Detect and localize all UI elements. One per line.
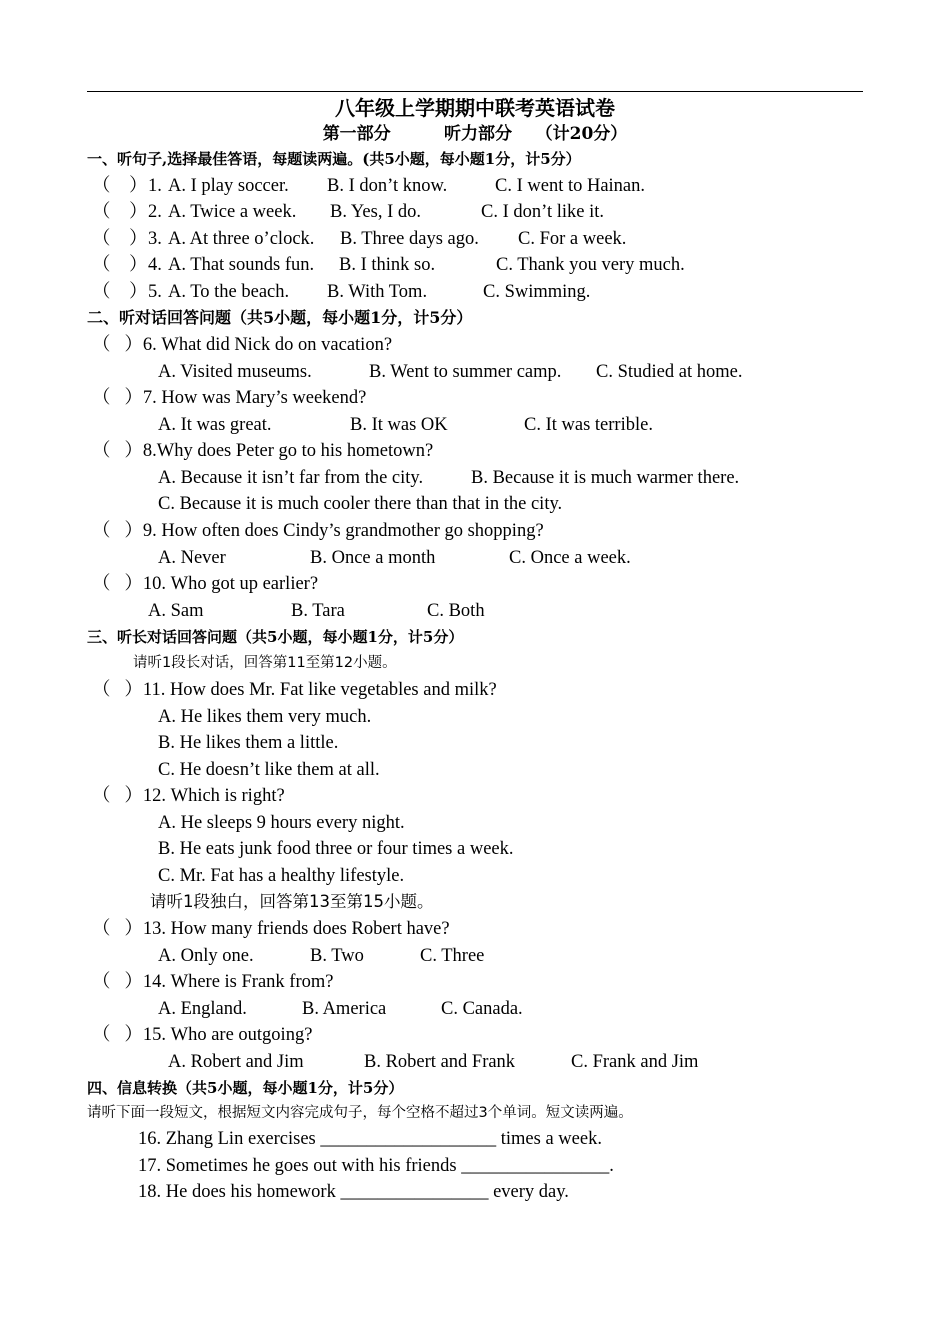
section-3-heading: 三、听长对话回答问题（共5小题，每小题1分，计5分） [87,628,464,646]
section-4-heading: 四、信息转换（共5小题，每小题1分，计5分） [87,1079,404,1097]
part-heading: 第一部分 听力部分 （计20分） [322,124,628,144]
question-9: （ ）9. How often does Cindy’s grandmother go shopping? [92,521,544,541]
option-c: C. Thank you very much. [496,255,685,275]
q9-option-a: A. Never [158,548,226,568]
q13-option-a: A. Only one. [158,946,254,966]
q15-option-b: B. Robert and Frank [364,1052,516,1072]
q11-option-c: C. He doesn’t like them at all. [158,760,380,780]
option-a: A. I play soccer. [168,176,289,196]
question-number: 4. [148,255,162,275]
answer-paren: （ ） [92,282,148,302]
q12-option-c: C. Mr. Fat has a healthy lifestyle. [158,866,405,886]
option-a: A. That sounds fun. [168,255,315,275]
fill-item-16: 16. Zhang Lin exercises ___________________ times a week. [138,1129,602,1149]
question-6: （ ）6. What did Nick do on vacation? [92,335,393,355]
option-a: A. Twice a week. [168,202,297,222]
q14-option-c: C. Canada. [441,999,523,1019]
q7-option-a: A. It was great. [158,415,272,435]
option-c: C. I don’t like it. [481,202,604,222]
fill-item-18: 18. He does his homework ________________ every day. [138,1182,569,1202]
q10-option-b: B. Tara [291,601,345,621]
q8-option-c: C. Because it is much cooler there than that in the city. [158,494,563,514]
q10-option-c: C. Both [427,601,485,621]
q7-option-b: B. It was OK [350,415,448,435]
question-number: 5. [148,282,162,302]
q14-option-b: B. America [302,999,387,1019]
option-a: A. To the beach. [168,282,290,302]
answer-paren: （ ） [92,255,148,275]
q14-option-a: A. England. [158,999,247,1019]
option-c: C. Swimming. [483,282,591,302]
question-15: （ ）15. Who are outgoing? [92,1025,313,1045]
question-10: （ ）10. Who got up earlier? [92,574,319,594]
top-rule [87,91,863,92]
q7-option-c: C. It was terrible. [524,415,653,435]
option-b: B. Yes, I do. [330,202,421,222]
option-b: B. With Tom. [327,282,428,302]
q8-option-a: A. Because it isn’t far from the city. [158,468,424,488]
option-c: C. For a week. [518,229,627,249]
answer-paren: （ ） [92,202,148,222]
q12-option-a: A. He sleeps 9 hours every night. [158,813,405,833]
q9-option-c: C. Once a week. [509,548,631,568]
option-b: B. I think so. [339,255,436,275]
q12-option-b: B. He eats junk food three or four times a week. [158,839,514,859]
question-number: 3. [148,229,162,249]
question-13: （ ）13. How many friends does Robert have? [92,919,450,939]
fill-item-17: 17. Sometimes he goes out with his friends ________________. [138,1156,614,1176]
q6-option-b: B. Went to summer camp. [369,362,562,382]
q11-option-a: A. He likes them very much. [158,707,372,727]
option-a: A. At three o’clock. [168,229,315,249]
answer-paren: （ ） [92,176,148,196]
question-number: 2. [148,202,162,222]
q13-option-c: C. Three [420,946,485,966]
option-b: B. I don’t know. [327,176,448,196]
option-c: C. I went to Hainan. [495,176,646,196]
question-7: （ ）7. How was Mary’s weekend? [92,388,367,408]
q15-option-a: A. Robert and Jim [168,1052,304,1072]
section-1-heading: 一、听句子,选择最佳答语，每题读两遍。(共5小题，每小题1分，计5分） [87,150,581,168]
q6-option-c: C. Studied at home. [596,362,743,382]
q11-option-b: B. He likes them a little. [158,733,339,753]
section-3-note-2: 请听1段独白，回答第13至第15小题。 [150,892,434,911]
question-12: （ ）12. Which is right? [92,786,285,806]
q15-option-c: C. Frank and Jim [571,1052,699,1072]
answer-paren: （ ） [92,229,148,249]
q10-option-a: A. Sam [148,601,204,621]
q8-option-b: B. Because it is much warmer there. [471,468,740,488]
question-14: （ ）14. Where is Frank from? [92,972,334,992]
exam-title: 八年级上学期期中联考英语试卷 [335,96,615,120]
q9-option-b: B. Once a month [310,548,436,568]
section-4-note: 请听下面一段短文，根据短文内容完成句子，每个空格不超过3个单词。短文读两遍。 [87,1105,633,1121]
question-11: （ ）11. How does Mr. Fat like vegetables and milk? [92,680,497,700]
section-2-heading: 二、听对话回答问题（共5小题，每小题1分，计5分） [87,308,473,327]
question-number: 1. [148,176,162,196]
option-b: B. Three days ago. [340,229,479,249]
q13-option-b: B. Two [310,946,364,966]
section-3-note-1: 请听1段长对话，回答第11至第12小题。 [133,655,397,671]
question-8: （ ）8.Why does Peter go to his hometown? [92,441,434,461]
q6-option-a: A. Visited museums. [158,362,312,382]
